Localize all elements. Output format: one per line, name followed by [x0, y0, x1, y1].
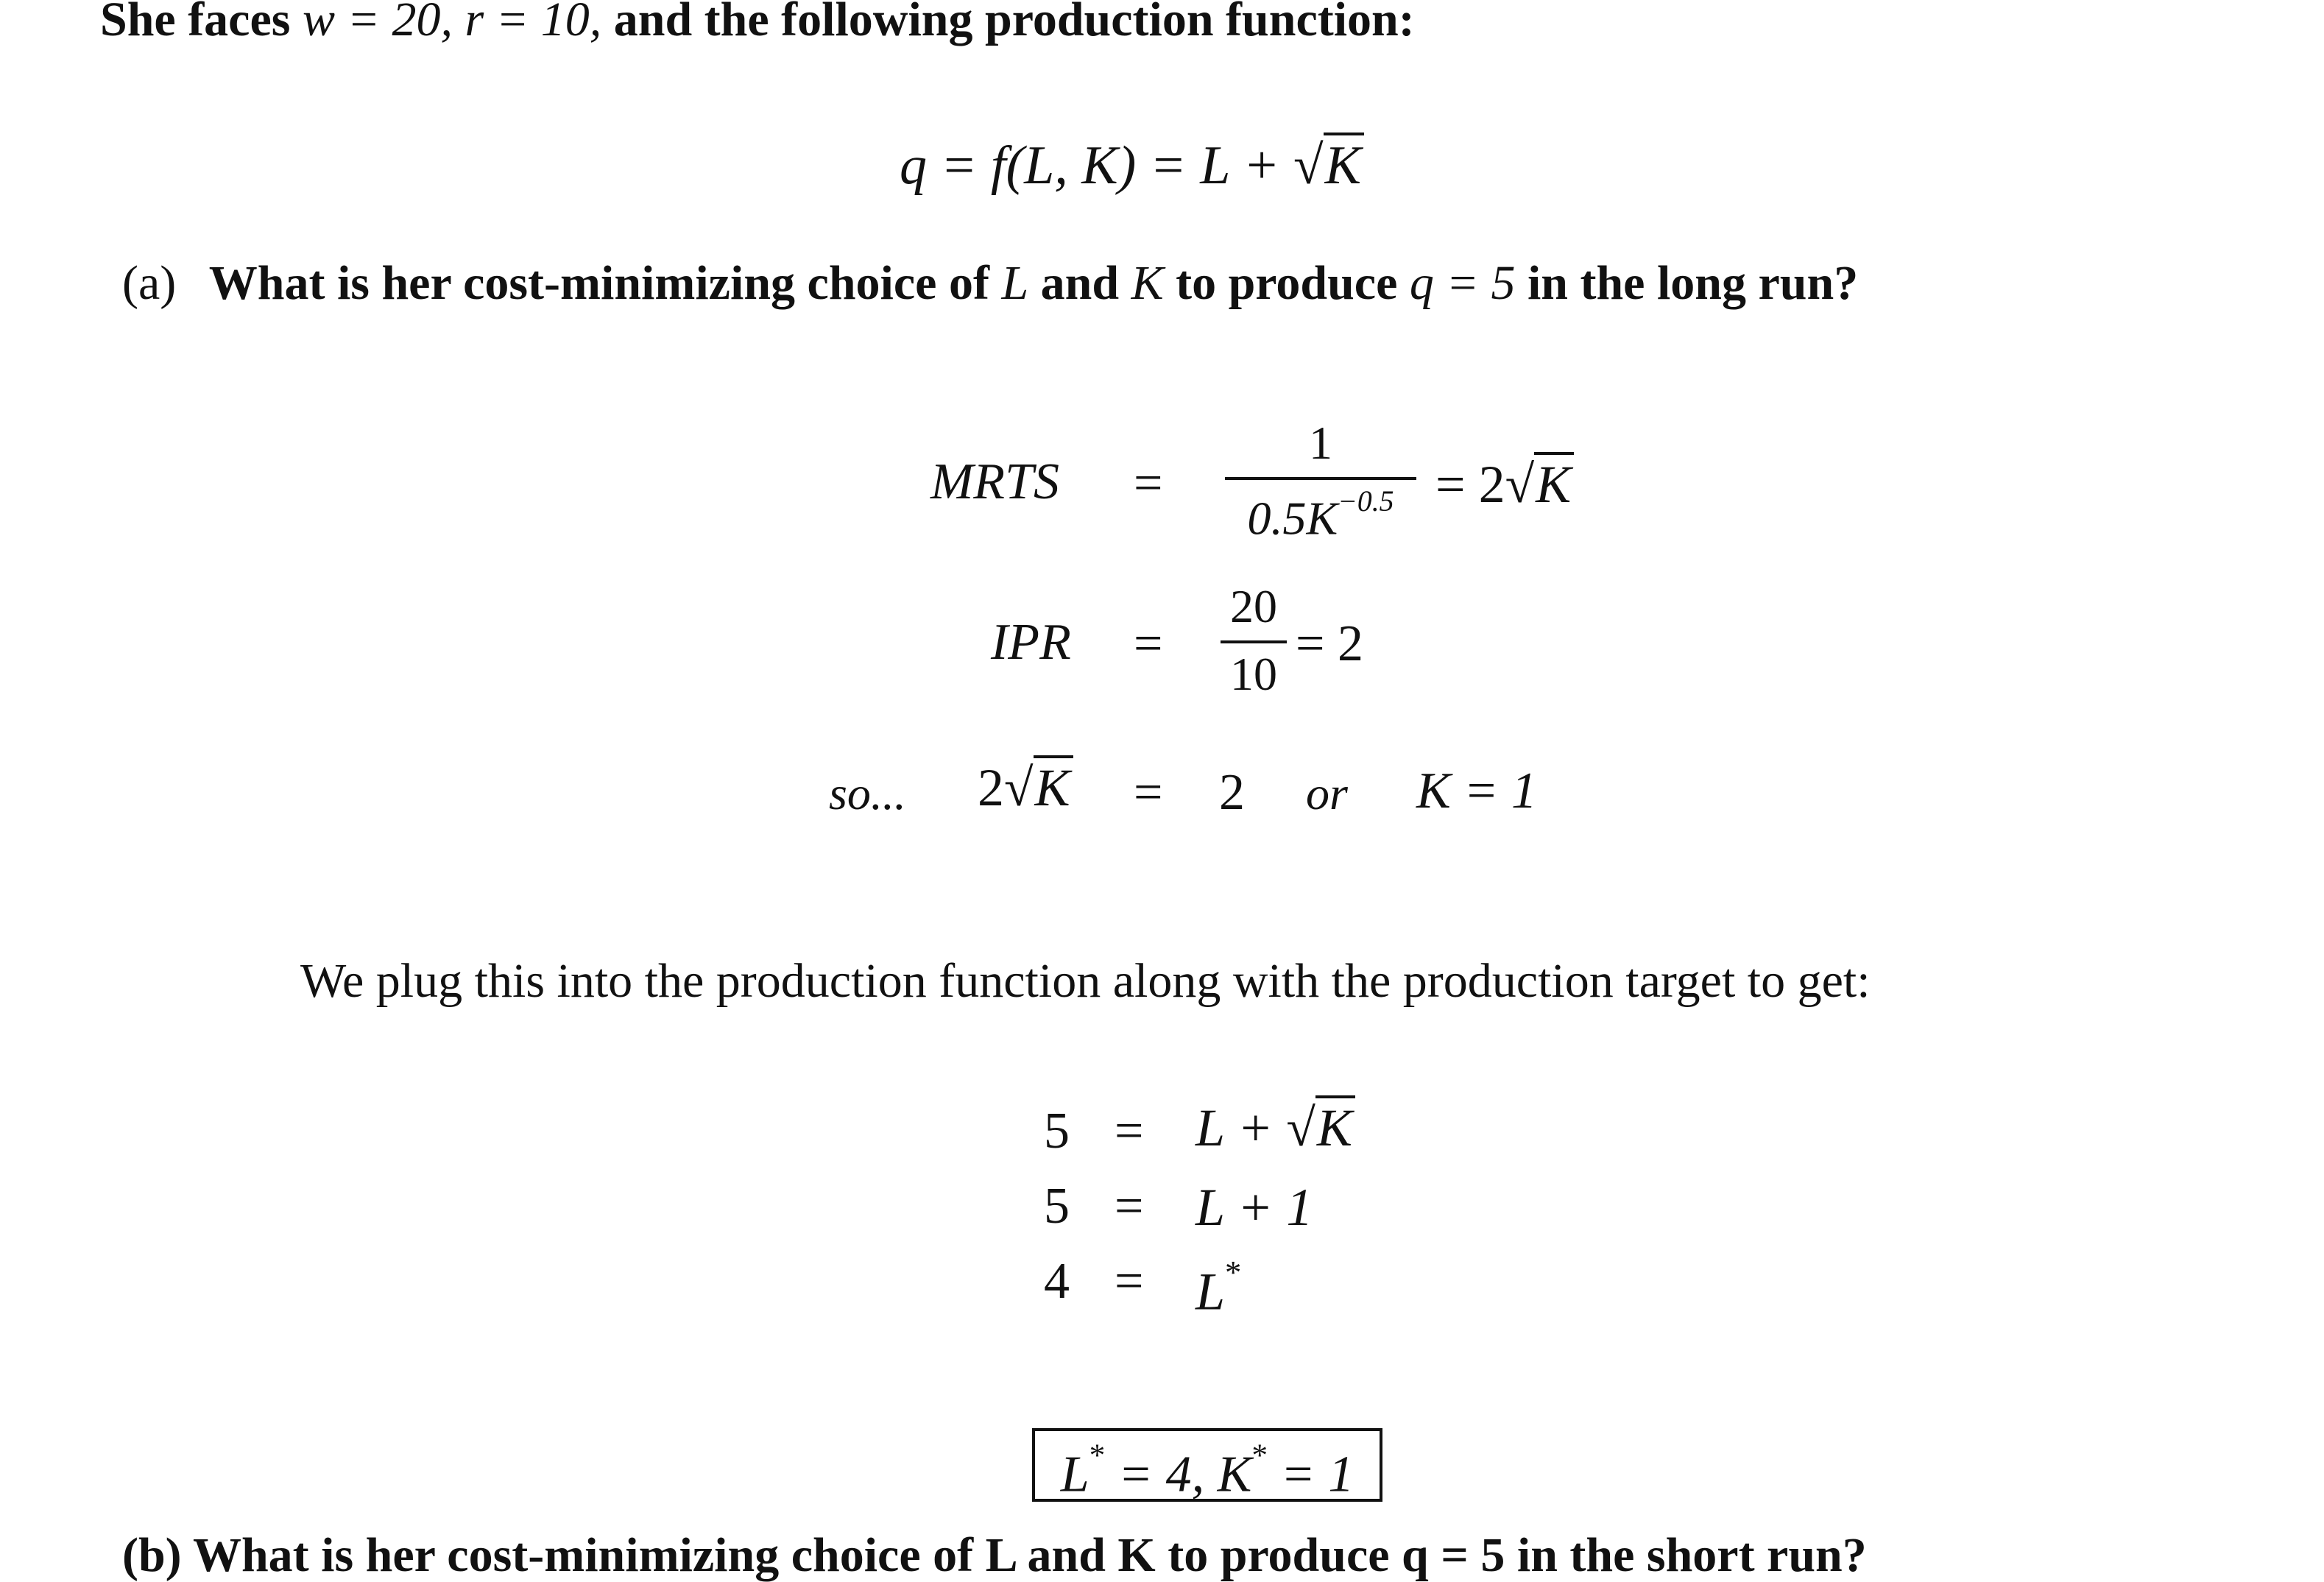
- sqrt-symbol: √K: [1004, 755, 1073, 814]
- part-a-q-mid: to produce: [1176, 256, 1398, 310]
- solve-row-1-lhs: 5: [1044, 1103, 1070, 1159]
- mrts-equals: =: [1134, 455, 1163, 512]
- so-equals: =: [1134, 764, 1163, 821]
- solve-row-1-radicand: K: [1315, 1095, 1355, 1154]
- so-lhs-radicand: K: [1034, 755, 1073, 814]
- solve-row-3-rhs-text: L: [1195, 1262, 1226, 1321]
- sqrt-symbol: √K: [1286, 1095, 1355, 1154]
- solve-row-3-eq: =: [1115, 1253, 1144, 1310]
- ipr-equals: =: [1134, 615, 1163, 672]
- mrts-numerator: 1: [1309, 417, 1332, 469]
- sqrt-symbol: √K: [1293, 133, 1364, 193]
- part-a-q-end: in the long run?: [1527, 256, 1859, 310]
- production-function-radicand: K: [1324, 133, 1364, 193]
- intro-line: [100, 0, 1415, 44]
- intro-prefix: She faces: [100, 0, 291, 46]
- ipr-denominator: 10: [1230, 648, 1277, 700]
- solve-row-3-lhs: 4: [1044, 1253, 1070, 1310]
- part-a-K: K: [1131, 256, 1164, 310]
- ipr-rhs: = 2: [1296, 615, 1363, 672]
- mrts-rhs-value: = 2: [1435, 455, 1505, 514]
- mrts-rhs: [1435, 452, 1574, 514]
- so-result: K = 1: [1416, 763, 1537, 819]
- ipr-label: IPR: [991, 614, 1071, 671]
- solve-row-3-rhs: [1195, 1254, 1242, 1321]
- solve-row-2-rhs: L + 1: [1195, 1178, 1313, 1237]
- answer-box: [1032, 1428, 1382, 1502]
- part-a-L: L: [1001, 256, 1029, 310]
- solve-row-3-star: *: [1225, 1254, 1242, 1290]
- answer-K-star: *: [1251, 1438, 1268, 1473]
- mrts-exponent: −0.5: [1338, 485, 1394, 518]
- intro-r: r = 10,: [465, 0, 602, 46]
- fraction-bar: [1221, 640, 1287, 643]
- mrts-denominator: 0.5K: [1247, 492, 1338, 545]
- ipr-fraction: [1221, 580, 1287, 700]
- part-a-q-start: What is her cost-minimizing choice of: [208, 256, 989, 310]
- part-a-label: (a): [122, 256, 177, 310]
- so-or: or: [1306, 767, 1348, 819]
- solve-row-2-lhs: 5: [1044, 1178, 1070, 1235]
- so-value: 2: [1219, 764, 1245, 821]
- so-lhs-value: 2: [978, 758, 1004, 817]
- ipr-numerator: 20: [1230, 580, 1277, 632]
- answer-end: = 1: [1280, 1446, 1355, 1503]
- part-a-q-eq: q = 5: [1409, 256, 1516, 310]
- answer-mid: = 4, K: [1117, 1446, 1252, 1503]
- sqrt-symbol: √K: [1505, 452, 1575, 511]
- solve-row-2-eq: =: [1115, 1178, 1144, 1235]
- solve-row-1-rhs: [1195, 1095, 1355, 1157]
- production-function-lhs: q = f(L, K) = L +: [900, 135, 1280, 196]
- fraction-bar: [1225, 477, 1416, 480]
- mrts-fraction: [1225, 417, 1416, 545]
- intro-w: w = 20,: [302, 0, 453, 46]
- plug-sentence: We plug this into the production function along with the production target to get:: [300, 954, 1871, 1008]
- so-label: so...: [829, 767, 906, 819]
- production-function: [900, 133, 1364, 196]
- answer-L: L: [1060, 1446, 1089, 1503]
- solve-row-1-rhs-text: L +: [1195, 1098, 1274, 1157]
- answer-L-star: *: [1089, 1438, 1106, 1473]
- so-lhs: [978, 755, 1073, 817]
- part-a-and: and: [1040, 256, 1120, 310]
- solve-row-1-eq: =: [1115, 1103, 1144, 1159]
- intro-suffix: and the following production function:: [613, 0, 1415, 46]
- next-part-fragment: (b) What is her cost-minimizing choice of L and K to produce q = 5 in the short run?: [122, 1528, 1867, 1582]
- mrts-label: MRTS: [930, 453, 1059, 510]
- part-a-question: [122, 256, 1859, 310]
- mrts-rhs-radicand: K: [1534, 452, 1574, 511]
